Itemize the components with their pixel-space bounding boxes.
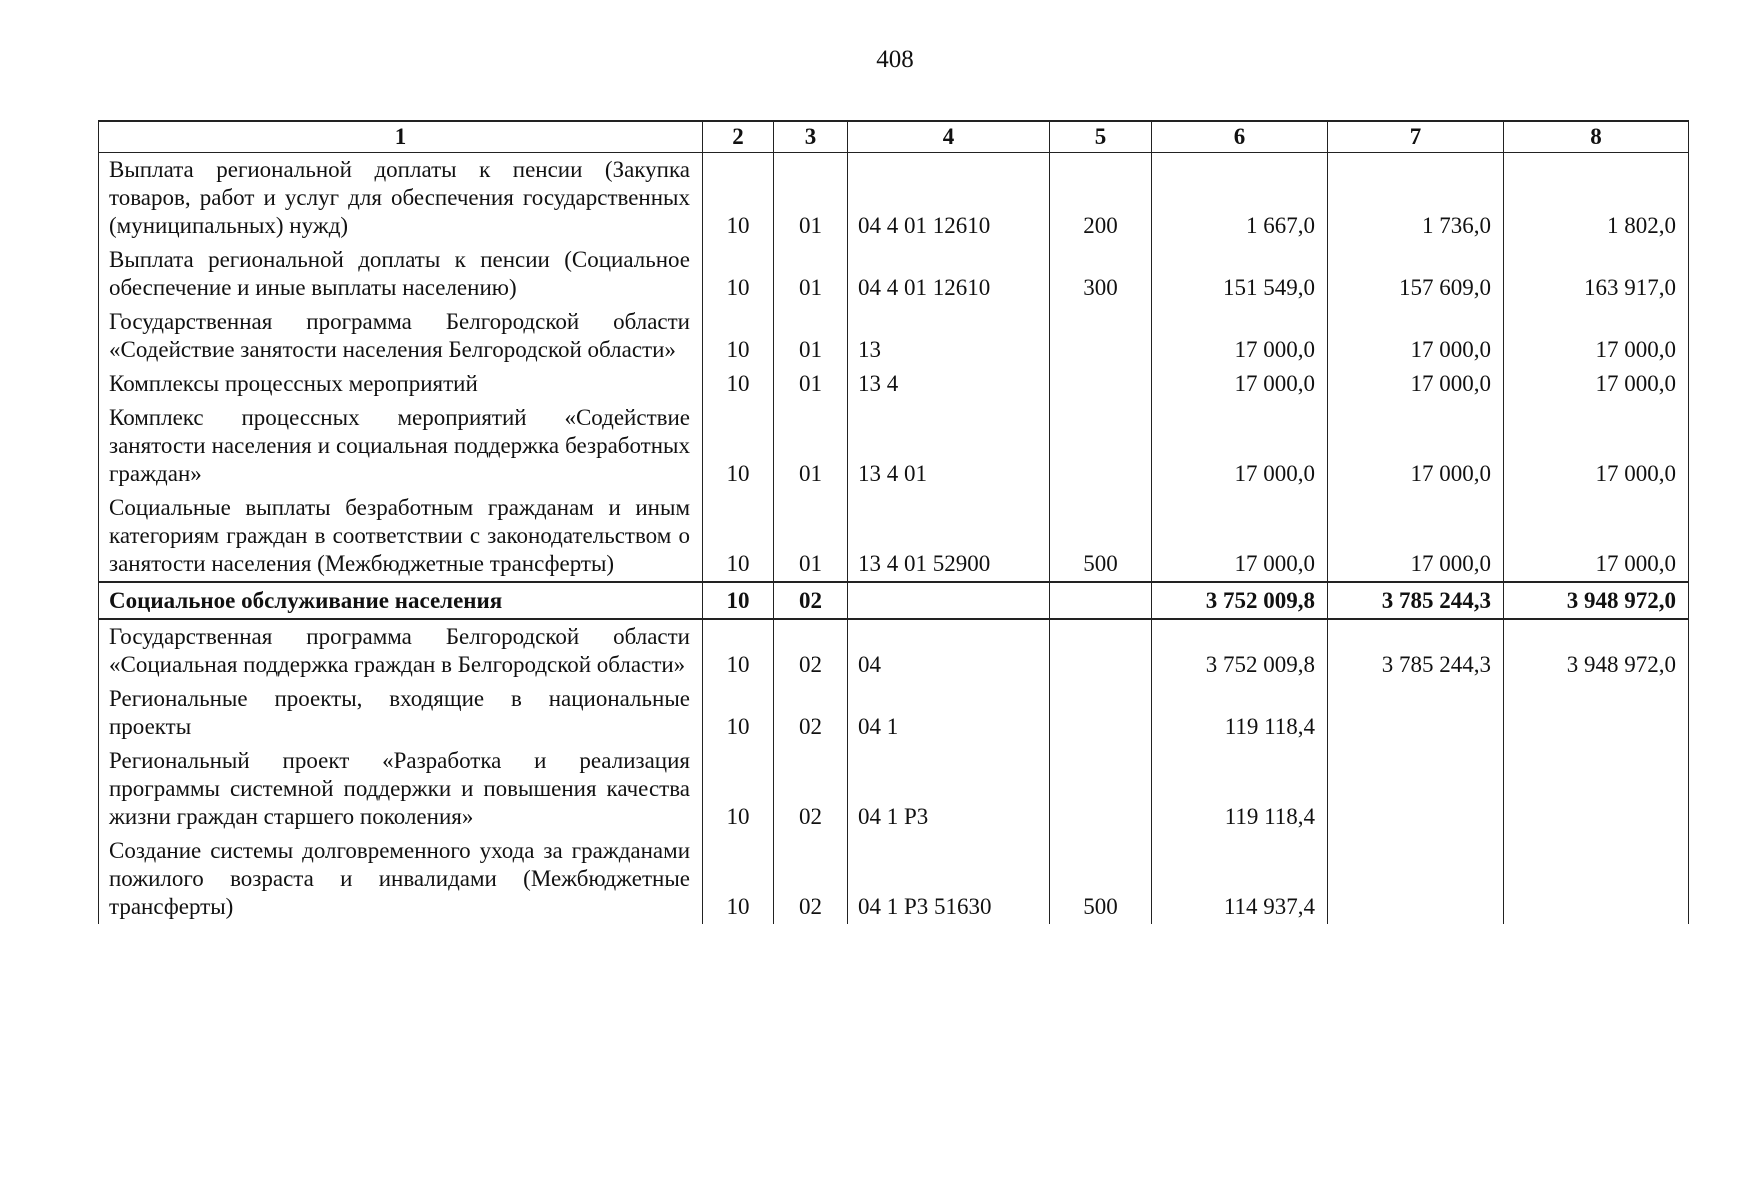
expense-type-cell (1050, 682, 1152, 744)
section-code-cell: 10 (703, 619, 774, 682)
section-code-cell: 10 (703, 153, 774, 244)
section-code-cell: 10 (703, 305, 774, 367)
amount-year3-cell: 17 000,0 (1504, 401, 1689, 491)
budget-table (98, 120, 1689, 924)
expense-type-cell: 500 (1050, 491, 1152, 582)
expense-type-cell (1050, 744, 1152, 834)
row-name-cell: Региональные проекты, входящие в национальные проекты (99, 682, 703, 744)
table-row (99, 582, 1689, 619)
amount-year3-cell: 17 000,0 (1504, 367, 1689, 401)
section-code-cell: 10 (703, 582, 774, 619)
amount-year1-cell: 119 118,4 (1152, 744, 1328, 834)
amount-year2-cell: 17 000,0 (1328, 491, 1504, 582)
amount-year1-cell: 3 752 009,8 (1152, 619, 1328, 682)
table-row (99, 401, 1689, 491)
amount-year2-cell: 3 785 244,3 (1328, 582, 1504, 619)
target-article-cell: 13 4 (848, 367, 1050, 401)
table-body (99, 153, 1689, 925)
row-name-cell: Создание системы долговременного ухода за гражданами пожилого возраста и инвалидами (Межбюджетные трансферты) (99, 834, 703, 924)
table-row (99, 243, 1689, 305)
header-cell: 7 (1328, 121, 1504, 153)
target-article-cell: 04 4 01 12610 (848, 153, 1050, 244)
row-name-cell: Комплексы процессных мероприятий (99, 367, 703, 401)
page-number: 408 (876, 46, 914, 73)
expense-type-cell (1050, 401, 1152, 491)
amount-year2-cell: 157 609,0 (1328, 243, 1504, 305)
amount-year2-cell: 17 000,0 (1328, 305, 1504, 367)
amount-year3-cell: 3 948 972,0 (1504, 582, 1689, 619)
expense-type-cell: 500 (1050, 834, 1152, 924)
expense-type-cell (1050, 367, 1152, 401)
subsection-code-cell: 02 (774, 619, 848, 682)
row-name-cell: Государственная программа Белгородской области «Социальная поддержка граждан в Белгородской области» (99, 619, 703, 682)
amount-year1-cell: 151 549,0 (1152, 243, 1328, 305)
amount-year1-cell: 17 000,0 (1152, 367, 1328, 401)
row-name-cell: Выплата региональной доплаты к пенсии (Социальное обеспечение и иные выплаты населению) (99, 243, 703, 305)
header-cell: 2 (703, 121, 774, 153)
amount-year3-cell: 17 000,0 (1504, 491, 1689, 582)
section-code-cell: 10 (703, 243, 774, 305)
subsection-code-cell: 02 (774, 582, 848, 619)
section-code-cell: 10 (703, 834, 774, 924)
target-article-cell: 04 1 (848, 682, 1050, 744)
subsection-code-cell: 01 (774, 491, 848, 582)
row-name-cell: Региональный проект «Разработка и реализация программы системной поддержки и повышения качества жизни граждан старшего поколения» (99, 744, 703, 834)
target-article-cell: 13 4 01 (848, 401, 1050, 491)
expense-type-cell: 300 (1050, 243, 1152, 305)
amount-year2-cell (1328, 834, 1504, 924)
subsection-code-cell: 01 (774, 401, 848, 491)
subsection-code-cell: 02 (774, 682, 848, 744)
amount-year3-cell: 163 917,0 (1504, 243, 1689, 305)
amount-year2-cell: 3 785 244,3 (1328, 619, 1504, 682)
header-cell: 1 (99, 121, 703, 153)
section-code-cell: 10 (703, 744, 774, 834)
table-row (99, 619, 1689, 682)
header-cell: 5 (1050, 121, 1152, 153)
target-article-cell: 13 (848, 305, 1050, 367)
expense-type-cell (1050, 582, 1152, 619)
subsection-code-cell: 01 (774, 243, 848, 305)
amount-year1-cell: 17 000,0 (1152, 491, 1328, 582)
amount-year1-cell: 1 667,0 (1152, 153, 1328, 244)
subsection-code-cell: 01 (774, 153, 848, 244)
amount-year1-cell: 17 000,0 (1152, 401, 1328, 491)
table-row (99, 834, 1689, 924)
amount-year2-cell (1328, 744, 1504, 834)
header-cell: 8 (1504, 121, 1689, 153)
row-name-cell: Комплекс процессных мероприятий «Содействие занятости населения и социальная поддержка безработных граждан» (99, 401, 703, 491)
amount-year1-cell: 17 000,0 (1152, 305, 1328, 367)
amount-year3-cell (1504, 744, 1689, 834)
expense-type-cell: 200 (1050, 153, 1152, 244)
table-row (99, 367, 1689, 401)
amount-year3-cell (1504, 682, 1689, 744)
row-name-cell: Социальные выплаты безработным гражданам и иным категориям граждан в соответствии с законодательством о занятости населения (Межбюджетные трансферты) (99, 491, 703, 582)
row-name-cell: Социальное обслуживание населения (99, 582, 703, 619)
target-article-cell: 04 1 Р3 51630 (848, 834, 1050, 924)
section-code-cell: 10 (703, 682, 774, 744)
amount-year2-cell (1328, 682, 1504, 744)
section-code-cell: 10 (703, 401, 774, 491)
expense-type-cell (1050, 619, 1152, 682)
row-name-cell: Государственная программа Белгородской области «Содействие занятости населения Белгородской области» (99, 305, 703, 367)
subsection-code-cell: 01 (774, 305, 848, 367)
table-row (99, 305, 1689, 367)
target-article-cell: 04 (848, 619, 1050, 682)
section-code-cell: 10 (703, 491, 774, 582)
amount-year2-cell: 1 736,0 (1328, 153, 1504, 244)
amount-year2-cell: 17 000,0 (1328, 367, 1504, 401)
amount-year3-cell (1504, 834, 1689, 924)
subsection-code-cell: 02 (774, 834, 848, 924)
table-row (99, 153, 1689, 244)
header-cell: 6 (1152, 121, 1328, 153)
table-row (99, 744, 1689, 834)
amount-year1-cell: 3 752 009,8 (1152, 582, 1328, 619)
expense-type-cell (1050, 305, 1152, 367)
header-cell: 4 (848, 121, 1050, 153)
table-row (99, 682, 1689, 744)
amount-year3-cell: 1 802,0 (1504, 153, 1689, 244)
amount-year3-cell: 3 948 972,0 (1504, 619, 1689, 682)
amount-year2-cell: 17 000,0 (1328, 401, 1504, 491)
amount-year1-cell: 119 118,4 (1152, 682, 1328, 744)
target-article-cell (848, 582, 1050, 619)
target-article-cell: 04 1 Р3 (848, 744, 1050, 834)
row-name-cell: Выплата региональной доплаты к пенсии (Закупка товаров, работ и услуг для обеспечения государственных (муниципальных) нужд) (99, 153, 703, 244)
section-code-cell: 10 (703, 367, 774, 401)
amount-year3-cell: 17 000,0 (1504, 305, 1689, 367)
table-row (99, 491, 1689, 582)
header-cell: 3 (774, 121, 848, 153)
target-article-cell: 04 4 01 12610 (848, 243, 1050, 305)
subsection-code-cell: 02 (774, 744, 848, 834)
subsection-code-cell: 01 (774, 367, 848, 401)
table-header-row (99, 121, 1689, 153)
amount-year1-cell: 114 937,4 (1152, 834, 1328, 924)
target-article-cell: 13 4 01 52900 (848, 491, 1050, 582)
